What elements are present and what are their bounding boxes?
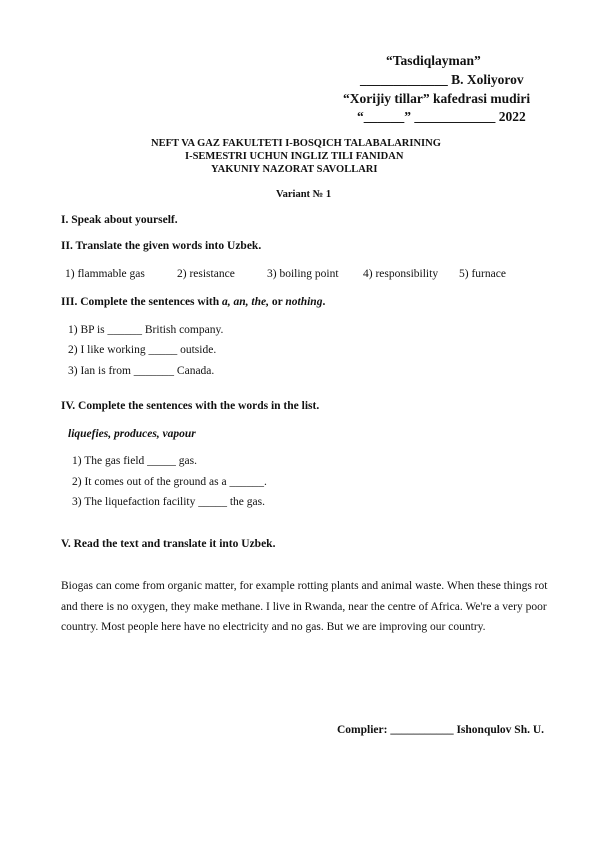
word-3: 3) boiling point bbox=[267, 268, 339, 280]
approval-line-2: _____________ B. Xoliyorov bbox=[360, 72, 524, 87]
s3-item-3: 3) Ian is from _______ Canada. bbox=[68, 365, 215, 377]
section-3-number: III bbox=[61, 296, 75, 308]
section-4-title: IV. Complete the sentences with the words in the list. bbox=[61, 400, 320, 412]
approval-line-4: “______” ____________ 2022 bbox=[357, 109, 526, 124]
header-line-1: NEFT VA GAZ FAKULTETI I-BOSQICH TALABALARINING bbox=[151, 138, 441, 149]
s4-item-2: 2) It comes out of the ground as a ______. bbox=[72, 476, 267, 488]
word-5: 5) furnace bbox=[459, 268, 506, 280]
s3-item-2: 2) I like working _____ outside. bbox=[68, 344, 217, 356]
s4-item-1: 1) The gas field _____ gas. bbox=[72, 455, 197, 467]
reading-text: Biogas can come from organic matter, for example rotting plants and animal waste. When these things rot and there is no oxygen, they make methane. I live in Rwanda, near the centre of Africa. We're a very poor country. Most people here have no electricity and no gas. But we are improving our country. bbox=[61, 580, 548, 633]
section-2-title: II. Translate the given words into Uzbek. bbox=[61, 240, 262, 252]
word-1: 1) flammable gas bbox=[65, 268, 145, 280]
compiler-signature: Complier: ___________ Ishonqulov Sh. U. bbox=[337, 724, 545, 736]
s3-item-1: 1) BP is ______ British company. bbox=[68, 324, 224, 336]
section-3-title bbox=[61, 296, 325, 308]
approval-line-3: “Xorijiy tillar” kafedrasi mudiri bbox=[343, 91, 531, 106]
section-3-or: or bbox=[268, 296, 286, 308]
header-line-3: YAKUNIY NAZORAT SAVOLLARI bbox=[211, 164, 378, 175]
section-1-title: I. Speak about yourself. bbox=[61, 214, 178, 226]
approval-line-1: “Tasdiqlayman” bbox=[386, 53, 481, 68]
word-list: liquefies, produces, vapour bbox=[68, 428, 196, 440]
word-4: 4) responsibility bbox=[363, 268, 439, 280]
section-3-articles: a, an, the, bbox=[222, 296, 269, 308]
s4-item-3: 3) The liquefaction facility _____ the gas. bbox=[72, 496, 265, 508]
word-2: 2) resistance bbox=[177, 268, 235, 280]
variant-number: Variant № 1 bbox=[276, 189, 332, 200]
header-line-2: I-SEMESTRI UCHUN INGLIZ TILI FANIDAN bbox=[185, 151, 404, 162]
section-3-nothing: nothing bbox=[285, 296, 323, 308]
section-3-period: . bbox=[322, 296, 326, 308]
section-5-title: V. Read the text and translate it into Uzbek. bbox=[61, 538, 276, 550]
section-3-instruction: . Complete the sentences with bbox=[74, 296, 222, 308]
